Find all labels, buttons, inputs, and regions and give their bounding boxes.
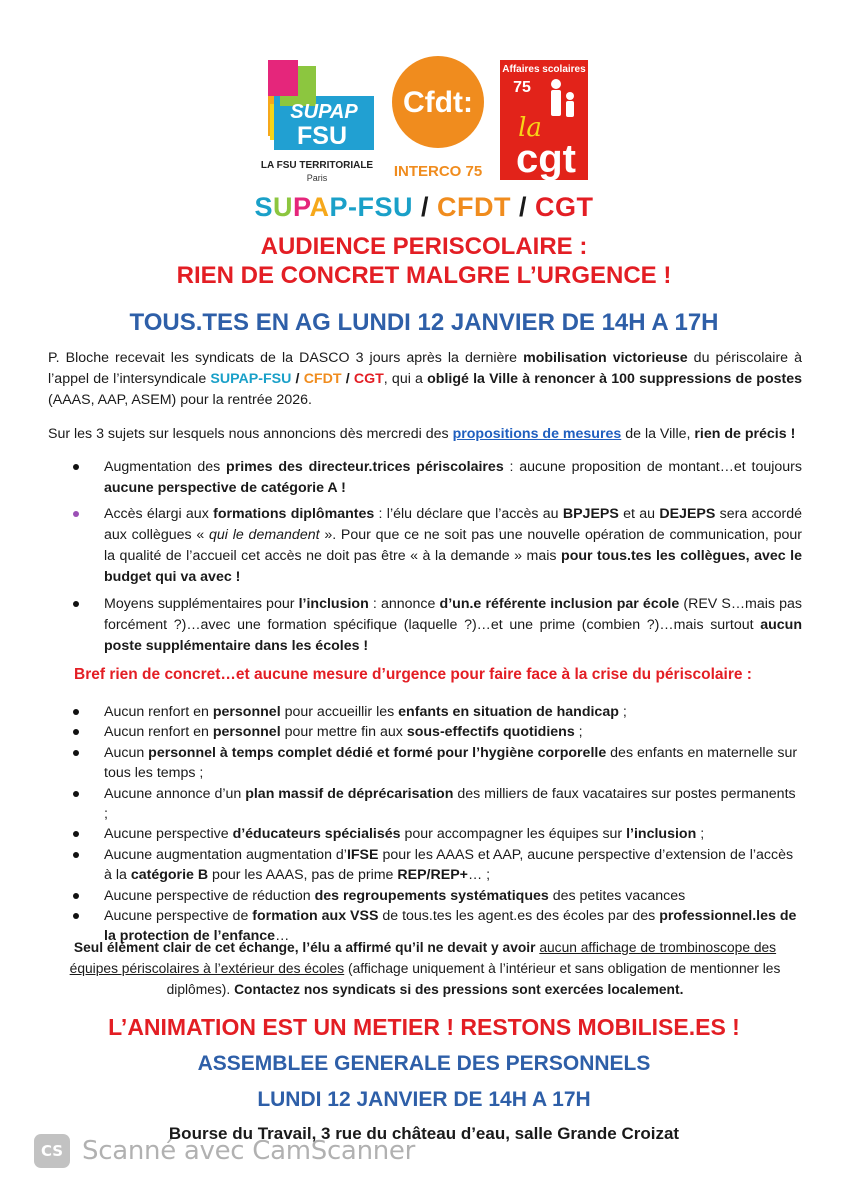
text-run: Aucune perspective de réduction [104,887,315,904]
intro-paragraph [48,348,802,411]
bold-run: l’inclusion [626,826,697,843]
text-run: : l’élu déclare que l’accès au [374,506,563,522]
unions-letter-p2: P [329,192,349,222]
bold-run: IFSE [346,846,379,863]
text-run: Augmentation des [104,459,227,475]
ag-announcement: TOUS.TES EN AG LUNDI 12 JANVIER DE 14H A 17H [129,309,719,336]
text-run: Aucune augmentation augmentation d’ [104,846,347,863]
text-run: ; [618,704,627,720]
bold-run: personnel [212,724,281,741]
text-run: : aucune proposition de montant…et toujours [503,459,802,475]
bullet-icon [73,511,79,517]
list-item [76,845,802,886]
bold-run: obligé la Ville à renoncer à 100 suppressions de postes [427,371,803,387]
text-run: pour mettre fin aux [280,724,407,741]
text-run: ; [574,724,583,741]
text-run: de tous.tes les agent.es des écoles par des [378,908,660,925]
text-run: de la Ville, [621,426,695,442]
text-run: et au [618,506,660,522]
bullet-inclusion [76,594,802,657]
dept-number: 75 [513,79,531,96]
subheading-urgence: Bref rien de concret…et aucune mesure d’urgence pour faire face à la crise du périscolaire : [74,666,752,683]
bold-run: aucun poste supplémentaire dans les écoles ! [104,617,802,654]
text-run: pour les AAAS et AAP, aucune perspective d’extension de l’accès à la [104,846,794,884]
title-line-2: RIEN DE CONCRET MALGRE L’URGENCE ! [176,262,672,289]
bold-run: l’inclusion [298,596,369,612]
text-run: des petites vacances [548,887,686,904]
bold-run: professionnel.les de la protection de l’enfance [104,908,797,945]
text-run: … ; [467,867,491,884]
bold-run: personnel [212,704,281,720]
bold-run: d’un.e référente inclusion par école [439,596,680,612]
assembly-place: Bourse du Travail, 3 rue du château d’eau, salle Grande Croizat [168,1124,680,1143]
text-run: Accès élargi aux [104,506,214,522]
text-run: Aucun renfort en [104,704,213,720]
bold-run: REP/REP+ [397,867,468,884]
bullet-formations [76,504,802,588]
text-run: (AAAS, AAP, ASEM) pour la rentrée 2026. [48,392,312,408]
la-word: la [518,113,542,143]
bold-run: Seul élément clair de cet échange, l’élu a affirmé qu’il ne devait y avoir [73,940,540,955]
unions-letter-s: S [254,192,273,222]
text-run: : annonce [368,596,440,612]
slogan: L’ANIMATION EST UN METIER ! RESTONS MOBILISE.ES ! [108,1014,740,1040]
cfdt-name: CFDT [303,371,342,387]
camscanner-watermark [34,1134,415,1168]
propositions-link[interactable]: propositions de mesures [452,426,622,442]
bold-run: DEJEPS [659,506,716,522]
fsu-word: FSU [297,122,347,150]
text-run: Aucun renfort en [104,724,213,741]
bullet-icon [73,601,79,607]
bold-run: rien de précis ! [694,426,796,442]
cfdt-logo [386,52,490,188]
bold-run: catégorie B [130,867,209,884]
text-run: ; [696,826,705,843]
unions-letter-p1: P [292,192,310,222]
affaires-scolaires-text: Affaires scolaires [502,64,586,75]
cgt-word: cgt [516,137,576,180]
unions-fsu: -FSU [348,192,414,222]
text-run: Aucun [104,744,149,761]
unions-cgt: CGT [535,192,594,222]
text-run: pour les AAAS, pas de prime [208,867,398,884]
text-run: (REV S…mais pas forcément ?)…avec une formation spécifique (laquelle ?)…et une prime (combien ?)…mais surtout [104,596,803,633]
bold-run: Contactez nos syndicats si des pressions sont exercées localement. [234,982,684,997]
text-run: (affichage uniquement à l’intérieur et sans obligation de mentionner les diplômes). [166,961,781,997]
list-item [76,722,802,742]
bullet-icon [73,464,79,470]
supap-word: SUPAP [290,101,358,123]
text-run: … [275,928,290,945]
text-run: du périscolaire à l’appel de l’intersyndicale [48,350,802,387]
text-run: pour accompagner les équipes sur [400,826,627,843]
underlined-run: aucun affichage de trombinoscope des équipes périscolaires à l’extérieur des écoles [69,940,777,976]
bold-run: formations diplômantes [213,506,375,522]
title-line-1: AUDIENCE PERISCOLAIRE : [260,233,588,260]
list-item [76,702,802,722]
text-run: Sur les 3 sujets sur lesquels nous annoncions dès mercredi des [48,426,453,442]
bold-run: pour tous.tes les collègues, avec le budget qui va avec ! [104,548,802,585]
text-run: , qui a [383,371,428,387]
unions-sep: / [413,192,438,222]
unions-cfdt: CFDT [437,192,512,222]
text-run: Aucune perspective [104,826,233,843]
list-item [76,743,802,784]
unions-letter-a: A [309,192,330,222]
closing-paragraph [48,937,802,1000]
cgt-name: CGT [353,371,384,387]
paris-text: Paris [306,173,328,183]
subjects-paragraph [48,424,802,445]
text-run: sera accordé aux collègues « [104,506,802,543]
camscanner-text: Scanné avec CamScanner [82,1136,416,1166]
unions-heading [0,192,848,223]
bold-run: BPJEPS [562,506,619,522]
bold-run: aucune perspective de catégorie A ! [104,480,346,496]
list-item [76,784,802,825]
cfdt-word: Cfdt: [403,86,473,119]
bold-run: enfants en situation de handicap [398,704,619,720]
logo-bar [0,52,848,188]
text-run: / [291,371,304,387]
bullet-primes [76,457,802,499]
text-run: des enfants en maternelle sur tous les temps ; [104,744,798,782]
text-run: Aucune annonce d’un [104,785,246,802]
bold-run: formation aux VSS [252,908,379,925]
text-run: P. Bloche recevait les syndicats de la DASCO 3 jours après la dernière [48,350,524,366]
bold-run: primes des directeur.trices périscolaires [226,459,504,475]
list-item [76,886,802,906]
text-run: ». Pour que ce ne soit pas une nouvelle opération de communication, pour la qualité de l’accueil cet accès ne doit pas être « à la demande » mais [104,527,802,564]
bold-run: des regroupements systématiques [314,887,549,904]
text-run: Aucune perspective de [104,908,253,925]
bold-run: sous-effectifs quotidiens [406,724,575,741]
text-run: Moyens supplémentaires pour [104,596,299,612]
text-run: des milliers de faux vacataires sur postes permanents ; [104,785,796,823]
assembly-date: LUNDI 12 JANVIER DE 14H A 17H [257,1088,591,1111]
assembly-title: ASSEMBLEE GENERALE DES PERSONNELS [197,1052,651,1075]
supap-fsu-logo [258,56,376,186]
bold-run: mobilisation victorieuse [523,350,688,366]
interco-text: INTERCO 75 [393,163,483,180]
supap-name: SUPAP-FSU [210,371,292,387]
text-run: pour accueillir les [280,704,399,720]
bold-run: plan massif de déprécarisation [245,785,454,802]
unions-letter-u: U [272,192,293,222]
italic-run: qui le demandent [209,527,320,543]
bold-run: d’éducateurs spécialisés [232,826,401,843]
camscanner-icon: CS [34,1134,70,1168]
list-item [76,824,802,844]
text-run: / [341,371,354,387]
cgt-logo [500,60,588,180]
fsu-territoriale-text: LA FSU TERRITORIALE [260,160,374,171]
unions-sep: / [511,192,536,222]
demands-list [76,702,802,947]
bold-run: personnel à temps complet dédié et formé pour l’hygiène corporelle [148,744,607,761]
